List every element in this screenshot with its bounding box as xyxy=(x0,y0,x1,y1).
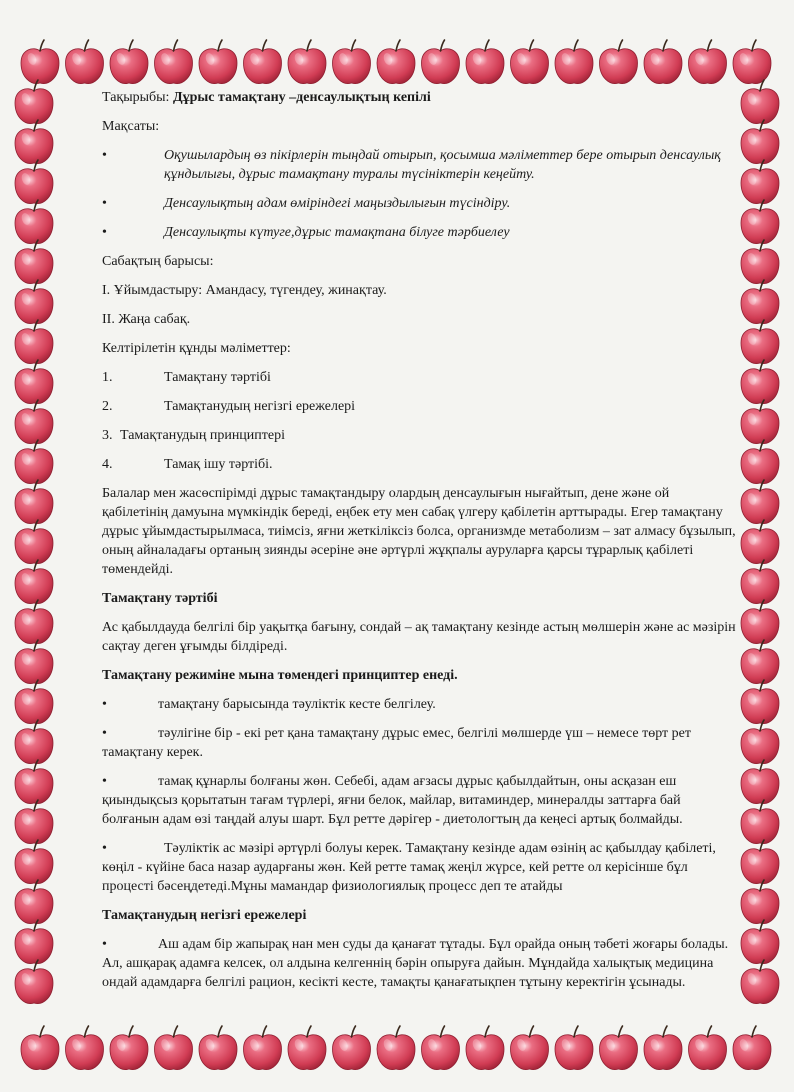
heading-rules: Тамақтанудың негізгі ережелері xyxy=(102,908,307,923)
apple-icon xyxy=(244,40,282,84)
rule-text: Аш адам бір жапырақ нан мен суды да қанағат тұтады. Бұл орайда оның тәбеті жоғары болады. Ал, ашқарақ адамға келсек, ол алдына келгеннің бәрін опыруға дайын. Мұндайда халықтық медицина ондай адамдарға белгілі рацион, кесікті кесте, тамақты қанағатықпен тұтыну керектігін ұсынады. xyxy=(102,937,729,990)
apple-icon xyxy=(155,40,193,84)
apple-icon xyxy=(741,800,779,844)
bullet-icon: • xyxy=(102,225,107,240)
apple-icon xyxy=(15,280,53,324)
apple-icon xyxy=(288,40,326,84)
apple-icon xyxy=(741,160,779,204)
apple-icon xyxy=(741,560,779,604)
item-number: 4. xyxy=(102,457,113,472)
bullet-icon: • xyxy=(102,726,107,741)
topic-label: Тақырыбы: xyxy=(102,90,170,105)
apple-icon xyxy=(733,1026,771,1070)
apple-icon xyxy=(741,360,779,404)
apple-icon xyxy=(15,320,53,364)
item-number: 1. xyxy=(102,370,113,385)
apple-icon xyxy=(15,200,53,244)
item-text: Тамақтану тәртібі xyxy=(164,370,271,385)
apple-icon xyxy=(110,1026,148,1070)
apple-icon xyxy=(15,560,53,604)
apple-icon xyxy=(466,1026,504,1070)
regime-paragraph: Ас қабылдауда белгілі бір уақытқа бағыну, сондай – ақ тамақтану кезінде астың мөлшерін және ас мәзірін сақтау деген ұғымды білдіреді. xyxy=(102,620,736,654)
principle-text: тамақ құнарлы болғаны жөн. Себебі, адам ағзасы дұрыс қабылдайтын, оны асқазан еш қиындықсыз қорытатын тағам түрлері, яғни белок, майлар, витаминдер, минералды заттарға бай болғанын адам өзі таңдай алуы шарт. Бұл ретте дәрігер - диетологтың да кеңесі артық болмайды. xyxy=(102,774,683,827)
item-text: Тамақтанудың негізгі ережелері xyxy=(164,399,356,414)
apple-icon xyxy=(66,1026,104,1070)
heading-principles: Тамақтану режиміне мына төмендегі принциптер енеді. xyxy=(102,668,458,683)
principle-text: тамақтану барысында тәуліктік кесте белгілеу. xyxy=(158,697,436,712)
apple-icon xyxy=(244,1026,282,1070)
apple-icon xyxy=(288,1026,326,1070)
apple-icon xyxy=(741,640,779,684)
apple-icon xyxy=(15,680,53,724)
apple-icon xyxy=(741,840,779,884)
apple-icon xyxy=(15,400,53,444)
stage-new-lesson: II. Жаңа сабақ. xyxy=(102,312,191,327)
goals-label: Мақсаты: xyxy=(102,119,160,134)
document-body xyxy=(102,88,738,1002)
apple-icon xyxy=(15,480,53,524)
numbered-item xyxy=(102,368,738,387)
apple-icon xyxy=(15,520,53,564)
bullet-icon: • xyxy=(102,841,107,856)
apple-icon xyxy=(741,920,779,964)
apple-icon xyxy=(377,40,415,84)
item-number: 3. xyxy=(102,428,113,443)
apple-icon xyxy=(741,120,779,164)
apple-icon xyxy=(741,680,779,724)
apple-icon xyxy=(689,40,727,84)
apple-icon xyxy=(15,880,53,924)
principle-item xyxy=(102,724,738,762)
bullet-icon: • xyxy=(102,937,107,952)
apple-icon xyxy=(741,320,779,364)
apple-icon xyxy=(199,1026,237,1070)
apple-icon xyxy=(733,40,771,84)
goal-item xyxy=(102,194,738,213)
principle-item xyxy=(102,772,738,829)
apple-icon xyxy=(15,80,53,124)
apple-icon xyxy=(741,240,779,284)
apple-icon xyxy=(555,40,593,84)
apple-icon xyxy=(15,360,53,404)
apple-icon xyxy=(15,120,53,164)
apple-icon xyxy=(15,960,53,1004)
apple-icon xyxy=(741,960,779,1004)
apple-icon xyxy=(511,40,549,84)
numbered-item xyxy=(102,426,738,445)
goal-text: Денсаулықты күтуге,дұрыс тамақтана білуге тәрбиелеу xyxy=(164,225,510,240)
apple-icon xyxy=(600,1026,638,1070)
stage-organization: I. Ұйымдастыру: Амандасу, түгендеу, жинақтау. xyxy=(102,283,387,298)
info-label: Келтірілетін құнды мәліметтер: xyxy=(102,341,291,356)
apple-icon xyxy=(15,720,53,764)
bullet-icon: • xyxy=(102,774,107,789)
bullet-icon: • xyxy=(102,196,107,211)
apple-icon xyxy=(644,1026,682,1070)
apple-icon xyxy=(333,40,371,84)
apple-icon xyxy=(741,400,779,444)
apple-icon xyxy=(600,40,638,84)
principle-text: Тәуліктік ас мәзірі әртүрлі болуы керек. Тамақтану кезінде адам өзінің ас қабылдау қабілеті, көңіл - күйіне баса назар аударғаны жөн. Кей ретте тамақ жеңіл жүрсе, кей ретте ол керісінше бұл процесті бәсеңдетеді.Мұны мамандар физиологиялық процесс деп те атайды xyxy=(102,841,716,894)
goal-item xyxy=(102,146,738,184)
apple-icon xyxy=(741,480,779,524)
apple-icon xyxy=(21,40,59,84)
apple-icon xyxy=(689,1026,727,1070)
apple-icon xyxy=(741,280,779,324)
apple-icon xyxy=(15,440,53,484)
apple-icon xyxy=(110,40,148,84)
apple-icon xyxy=(741,200,779,244)
apple-icon xyxy=(15,920,53,964)
apple-icon xyxy=(511,1026,549,1070)
intro-paragraph: Балалар мен жасөспірімді дұрыс тамақтандыру олардың денсаулығын нығайтып, дене және ой қабілетінің дамуына мүмкіндік береді, еңбек ету мен сабақ үлгеру қабілетін арттырады. Егер тамақтану дұрыс ұйымдастырылмаса, тиімсіз, яғни жеткіліксіз болса, организмде метаболизм – зат алмасу бұзылып, оның айналадағы ортаның зиянды әсеріне әне әртүрлі жұқпалы ауруларға қарсы тұрарлық қабілеті төмендейді. xyxy=(102,486,736,577)
apple-icon xyxy=(15,160,53,204)
apple-icon xyxy=(66,40,104,84)
item-text: Тамақ ішу тәртібі. xyxy=(164,457,273,472)
apple-icon xyxy=(15,800,53,844)
apple-icon xyxy=(555,1026,593,1070)
apple-icon xyxy=(199,40,237,84)
goal-text: Оқушылардың өз пікірлерін тыңдай отырып, қосымша мәліметтер бере отырып денсаулық құндылығы, дұрыс тамақтану туралы түсініктерін кеңейту. xyxy=(164,148,721,182)
item-number: 2. xyxy=(102,399,113,414)
apple-icon xyxy=(466,40,504,84)
apple-icon xyxy=(741,80,779,124)
principle-item xyxy=(102,695,738,714)
rule-item xyxy=(102,935,738,992)
apple-icon xyxy=(155,1026,193,1070)
goal-text: Денсаулықтың адам өміріндегі маңыздылығын түсіндіру. xyxy=(164,196,511,211)
apple-icon xyxy=(15,840,53,884)
apple-icon xyxy=(333,1026,371,1070)
heading-regime: Тамақтану тәртібі xyxy=(102,591,218,606)
apple-icon xyxy=(15,640,53,684)
topic-line xyxy=(102,88,738,107)
lesson-flow-label: Сабақтың барысы: xyxy=(102,254,214,269)
bullet-icon: • xyxy=(102,148,107,163)
apple-icon xyxy=(741,520,779,564)
numbered-item xyxy=(102,397,738,416)
topic-title: Дұрыс тамақтану –денсаулықтың кепілі xyxy=(172,90,431,105)
apple-icon xyxy=(741,600,779,644)
apple-icon xyxy=(422,1026,460,1070)
apple-icon xyxy=(741,760,779,804)
principle-item xyxy=(102,839,738,896)
apple-icon xyxy=(15,240,53,284)
apple-icon xyxy=(422,40,460,84)
apple-icon xyxy=(377,1026,415,1070)
apple-icon xyxy=(741,880,779,924)
apple-icon xyxy=(741,440,779,484)
apple-icon xyxy=(15,760,53,804)
bullet-icon: • xyxy=(102,697,107,712)
apple-icon xyxy=(21,1026,59,1070)
numbered-item xyxy=(102,455,738,474)
item-text: Тамақтанудың принциптері xyxy=(120,428,286,443)
goal-item xyxy=(102,223,738,242)
apple-icon xyxy=(15,600,53,644)
apple-icon xyxy=(644,40,682,84)
principle-text: тәулігіне бір - екі рет қана тамақтану дұрыс емес, белгілі мөлшерде үш – немесе төрт рет тамақтану керек. xyxy=(102,726,691,760)
apple-icon xyxy=(741,720,779,764)
